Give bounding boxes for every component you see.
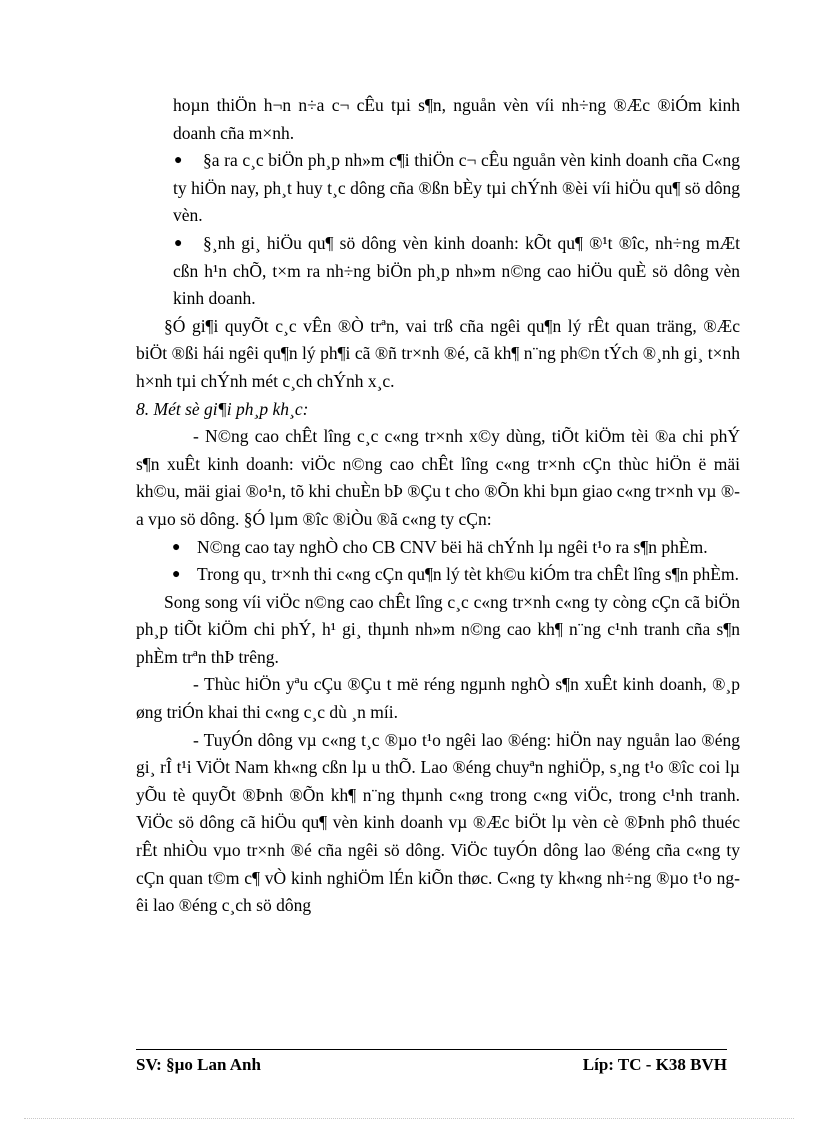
section-heading: 8. Mét sè gi¶i ph¸p kh¸c: [136,398,309,419]
paragraph: - TuyÓn dông vµ c«ng t¸c ®µo t¹o ngêi lao ®éng: hiÖn nay nguån lao ®éng gi¸ rÎ t¹i ViÖt Nam kh«ng cßn lµ u thÕ. Lao ®éng chuyªn nghiÖp, s¸ng t¹o ®îc coi lµ yÕu tè quyÕt ®Þnh ®Õn kh¶ n¨ng thµnh c«ng trong c«ng viÖc, trong c¹nh tranh. ViÖc sö dông cã hiÖu qu¶ vèn kinh doanh vµ ®Æc biÖt lµ vèn cè ®Þnh phô thuéc rÊt nhiÒu vµo tr×nh ®é cña ngêi sö dông. ViÖc tuyÓn dông lao ®éng cña c«ng ty cÇn quan t©m c¶ vÒ kinh nghiÖm lÉn kiÕn thøc. C«ng ty kh«ng nh÷ng ®µo t¹o ngêi lao ®éng c¸ch sö dông [136,729,740,916]
body-text [136,92,740,920]
bullet-icon: ● [174,153,183,169]
paragraph: - N©ng cao chÊt lîng c¸c c«ng tr×nh x©y dùng, tiÕt kiÖm tèi ®a chi phÝ s¶n xuÊt kinh doanh: viÖc n©ng cao chÊt lîng c«ng tr×nh cÇn thùc hiÖn ë mäi kh©u, mäi giai ®o¹n, tõ khi chuÈn bÞ ®Çu t cho ®Õn khi bµn giao c«ng tr×nh vµ ®a vµo sö dông. §Ó lµm ®îc ®iÒu ®ã c«ng ty cÇn: [136,426,740,529]
bullet-item [136,230,740,313]
paragraph: - Thùc hiÖn yªu cÇu ®Çu t më réng ngµnh nghÒ s¶n xuÊt kinh doanh, ®¸p øng triÓn khai thi c«ng c¸c dù ¸n míi. [136,674,740,723]
page-border [24,1118,794,1119]
footer-class: Líp: TC - K38 BVH [582,1055,727,1074]
paragraph: §Ó gi¶i quyÕt c¸c vÊn ®Ò trªn, vai trß cña ngêi qu¶n lý rÊt quan träng, ®Æc biÖt ®ßi hái ngêi qu¶n lý ph¶i cã ®ñ tr×nh ®é, cã kh¶ n¨ng ph©n tÝch ®¸nh gi¸ t×nh h×nh tµi chÝnh mét c¸ch chÝnh x¸c. [136,315,740,391]
bullet-item [136,534,740,562]
paragraph-continuation: hoµn thiÖn h¬n n÷a c¬ cÊu tµi s¶n, nguån vèn víi nh÷ng ®Æc ®iÓm kinh doanh cña m×nh. [173,95,740,143]
footer-divider [136,1049,727,1050]
bullet-item [136,561,740,589]
bullet-item [136,147,740,230]
paragraph: Song song víi viÖc n©ng cao chÊt lîng c¸c c«ng tr×nh c«ng ty còng cÇn cã biÖn ph¸p tiÕt kiÖm chi phÝ, h¹ gi¸ thµnh nh»m n©ng cao kh¶ n¨ng c¹nh tranh cña s¶n phÈm trªn thÞ trêng. [136,591,740,667]
bullet-text: §¸nh gi¸ hiÖu qu¶ sö dông vèn kinh doanh: kÕt qu¶ ®¹t ®îc, nh÷ng mÆt cßn h¹n chÕ, t×m ra nh÷ng biÖn ph¸p nh»m n©ng cao hiÖu quÈ sö dông vèn kinh doanh. [173,232,740,309]
bullet-text: N©ng cao tay nghÒ cho CB CNV bëi hä chÝnh lµ ngêi t¹o ra s¶n phÈm. [197,536,708,557]
bullet-text: Trong qu¸ tr×nh thi c«ng cÇn qu¶n lý tèt kh©u kiÓm tra chÊt lîng s¶n phÈm. [197,564,739,585]
bullet-icon: ● [174,235,183,251]
bullet-icon: ● [172,539,181,555]
bullet-text: §a ra c¸c biÖn ph¸p nh»m c¶i thiÖn c¬ cÊu nguån vèn kinh doanh cña C«ng ty hiÖn nay, ph¸t huy t¸c dông cña ®ßn bÈy tµi chÝnh ®èi víi hiÖu qu¶ sö dông vèn. [173,150,740,226]
footer-student: SV: §µo Lan Anh [136,1055,261,1074]
bullet-icon: ● [172,567,181,583]
